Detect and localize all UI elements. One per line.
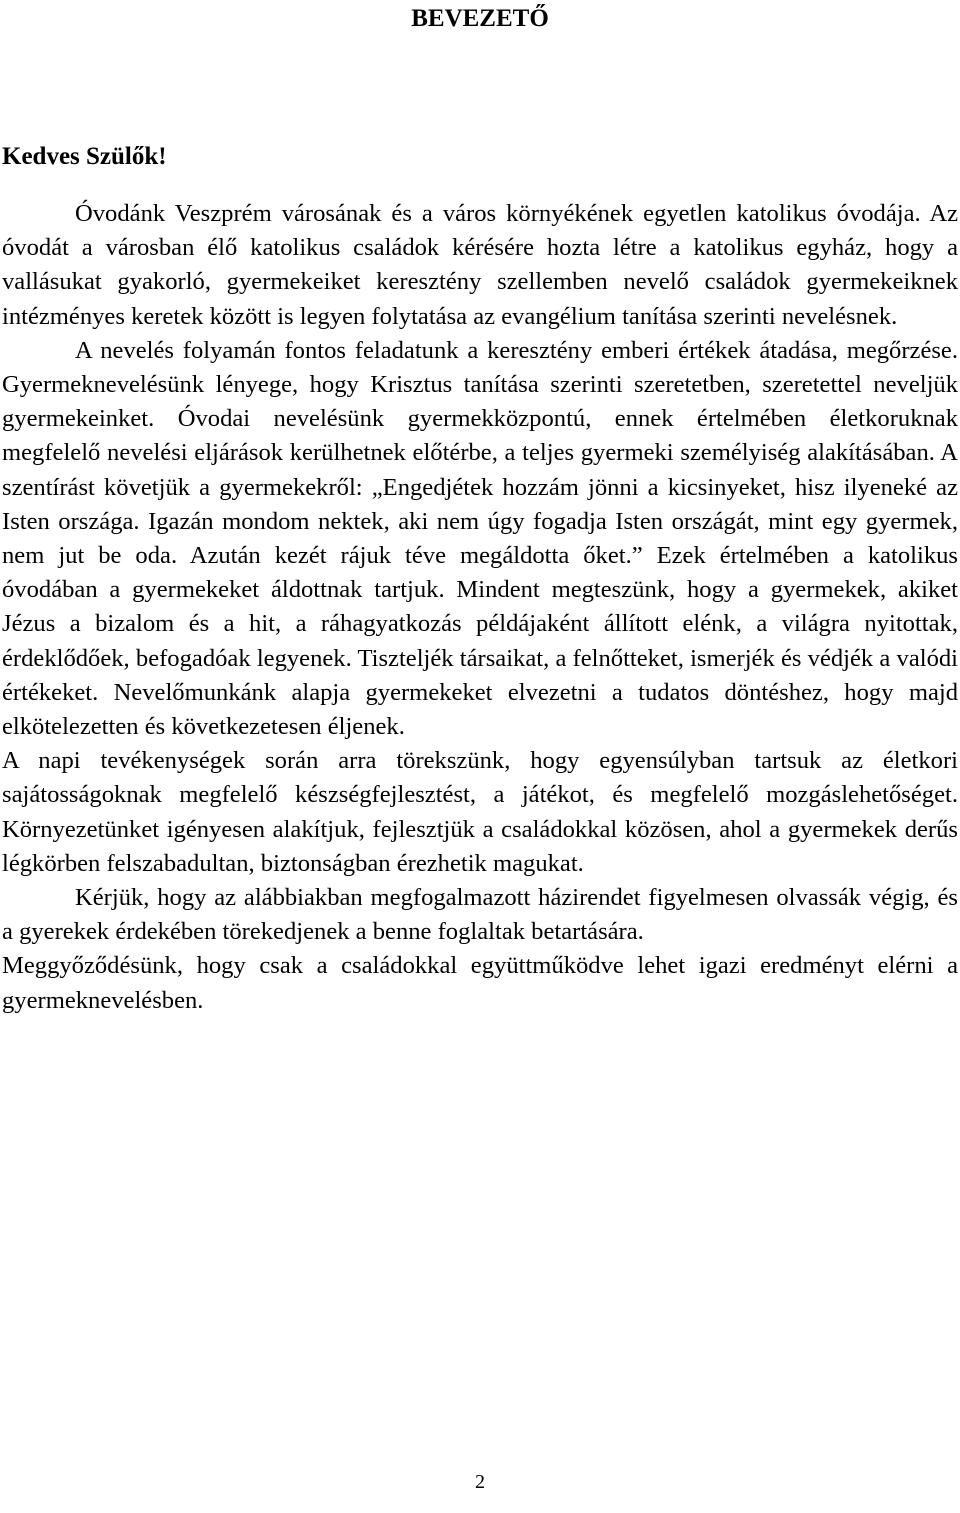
paragraph-daily-activities: A napi tevékenységek során arra törekszünk, hogy egyensúlyban tartsuk az életkori sajátosságoknak megfelelő készségfejlesztést, a játékot, és megfelelő mozgáslehetőséget. Környezetünket igényesen alakítjuk, fejlesztjük a családokkal közösen, ahol a gyermekek derűs légkörben felszabadultan, biztonságban érezhetik magukat. (2, 747, 958, 877)
paragraph-conviction: Meggyőződésünk, hogy csak a családokkal együttműködve lehet igazi eredményt elérni a gyermeknevelésben. (2, 952, 958, 1014)
paragraph-request: Kérjük, hogy az alábbiakban megfogalmazott házirendet figyelmesen olvassák végig, és a gyerekek érdekében törekedjenek a benne foglaltak betartására. (2, 884, 958, 946)
paragraph-values: A nevelés folyamán fontos feladatunk a keresztény emberi értékek átadása, megőrzése. Gyermeknevelésünk lényege, hogy Krisztus tanítása szerinti szeretetben, szeretettel neveljük gyermekeinket. Óvodai nevelésünk gyermekközpontú, ennek értelmében életkoruknak megfelelő nevelési eljárások kerülhetnek előtérbe, a teljes gyermeki személyiség alakításában. A szentírást követjük a gyermekekről: „Engedjétek hozzám jönni a kicsinyeket, hisz ilyeneké az Isten országa. Igazán mondom nektek, aki nem úgy fogadja Isten országát, mint egy gyermek, nem jut be oda. Azután kezét rájuk téve megáldotta őket.” Ezek értelmében a katolikus óvodában a gyermekeket áldottnak tartjuk. Mindent megteszünk, hogy a gyermekek, akiket Jézus a bizalom és a hit, a ráhagyatkozás példájaként állított elénk, a világra nyitottak, érdeklődőek, befogadóak legyenek. Tiszteljék társaikat, a felnőtteket, ismerjék és védjék a valódi értékeket. Nevelőmunkánk alapja gyermekeket elvezetni a tudatos döntéshez, hogy majd elkötelezetten és következetesen éljenek. (2, 336, 958, 741)
paragraph-intro: Óvodánk Veszprém városának és a város környékének egyetlen katolikus óvodája. Az óvodát a városban élő katolikus családok kérésére hozta létre a katolikus egyház, hogy a vallásukat gyakorló, gyermekeiket keresztény szellemben nevelő családok gyermekeiknek intézményes keretek között is legyen folytatása az evangélium tanítása szerinti nevelésnek. (2, 200, 958, 330)
salutation: Kedves Szülők! (2, 143, 167, 170)
page-title: BEVEZETŐ (411, 5, 549, 32)
body-text (2, 197, 958, 1018)
page-number: 2 (475, 1471, 485, 1493)
